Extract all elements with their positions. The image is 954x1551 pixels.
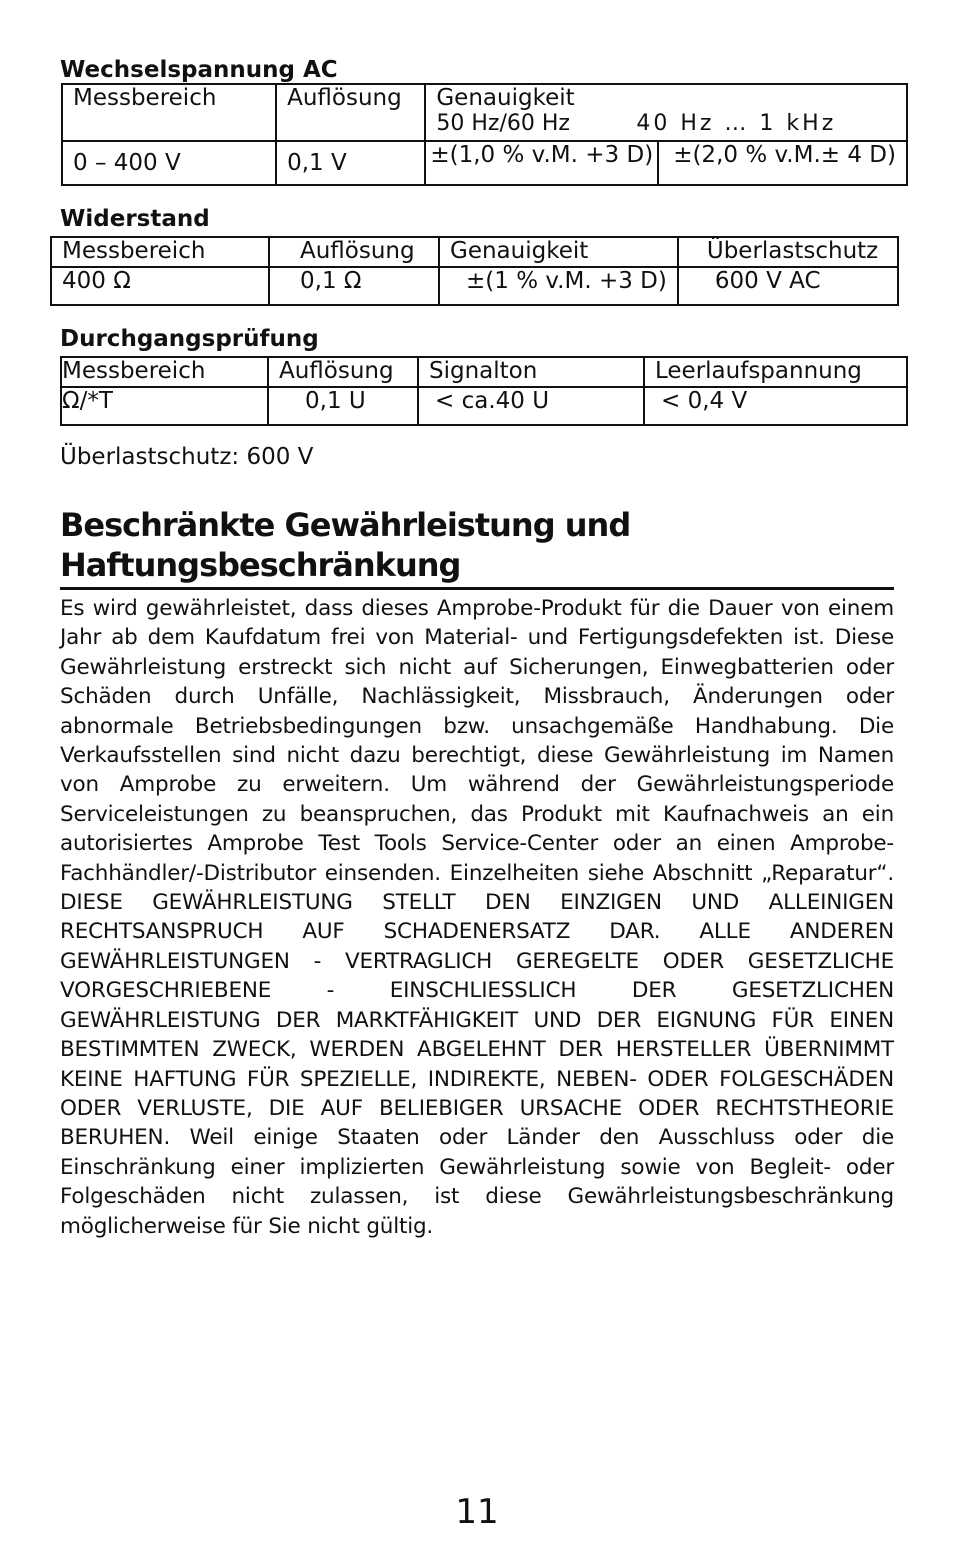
table-cell: 0,1 U bbox=[268, 387, 418, 425]
warranty-heading: Beschränkte Gewährleistung und Haftungsbeschränkung bbox=[60, 505, 894, 590]
table-cell: < ca.40 U bbox=[418, 387, 644, 425]
overload-note: Überlastschutz: 600 V bbox=[60, 444, 314, 470]
table-cell: 0,1 V bbox=[276, 141, 425, 185]
header-cell: Messbereich bbox=[61, 357, 268, 387]
header-cell: Auflösung bbox=[276, 84, 425, 141]
table-cell: 0,1 Ω bbox=[269, 267, 439, 305]
resistance-spec-table bbox=[50, 236, 899, 306]
header-cell-accuracy bbox=[425, 84, 907, 141]
table-cell: 0 – 400 V bbox=[62, 141, 276, 185]
table-row bbox=[51, 267, 898, 305]
subheader-40hz-1khz: 40 Hz … 1 kHz bbox=[636, 111, 837, 136]
header-cell: Überlastschutz bbox=[678, 237, 898, 267]
subheader-50-60hz: 50 Hz/60 Hz bbox=[436, 111, 570, 136]
ac-spec-table bbox=[61, 83, 908, 186]
table-cell: < 0,4 V bbox=[644, 387, 907, 425]
header-cell: Auflösung bbox=[268, 357, 418, 387]
continuity-section-title: Durchgangsprüfung bbox=[60, 326, 319, 352]
header-label: Genauigkeit bbox=[436, 85, 575, 111]
frequency-subheaders bbox=[436, 111, 896, 137]
header-cell: Genauigkeit bbox=[439, 237, 678, 267]
table-cell: 400 Ω bbox=[51, 267, 269, 305]
ac-section-title: Wechselspannung AC bbox=[60, 57, 338, 83]
table-cell: ±(2,0 % v.M.± 4 D) bbox=[658, 141, 907, 185]
header-cell: Messbereich bbox=[51, 237, 269, 267]
table-cell: ±(1 % v.M. +3 D) bbox=[439, 267, 678, 305]
header-cell: Auflösung bbox=[269, 237, 439, 267]
continuity-spec-table bbox=[60, 356, 908, 426]
table-cell: 600 V AC bbox=[678, 267, 898, 305]
table-header-row bbox=[51, 237, 898, 267]
table-cell: ±(1,0 % v.M. +3 D) bbox=[425, 141, 658, 185]
header-cell: Leerlaufspannung bbox=[644, 357, 907, 387]
resistance-section-title: Widerstand bbox=[60, 206, 210, 232]
table-cell: Ω/*T bbox=[61, 387, 268, 425]
header-cell: Signalton bbox=[418, 357, 644, 387]
table-header-row bbox=[61, 357, 907, 387]
table-row bbox=[62, 141, 907, 185]
table-row bbox=[61, 387, 907, 425]
page-number: 11 bbox=[455, 1492, 499, 1532]
header-cell: Messbereich bbox=[62, 84, 276, 141]
warranty-body: Es wird gewährleistet, dass dieses Amprobe-Produkt für die Dauer von einem Jahr ab dem Kaufdatum frei von Material- und Fertigungsdefekten ist. Diese Gewährleistung erstreckt sich nicht auf Sicherungen, Einwegbatterien oder Schäden durch Unfälle, Nachlässigkeit, Missbrauch, Änderungen oder abnormale Betriebsbedingungen bzw. unsachgemäße Handhabung. Die Verkaufsstellen sind nicht dazu berechtigt, diese Gewährleistung im Namen von Amprobe zu erweitern. Um während der Gewährleistungsperiode Serviceleistungen zu beanspruchen, das Produkt mit Kaufnachweis an ein autorisiertes Amprobe Test Tools Service-Center oder an einen Amprobe-Fachhändler/-Distributor einsenden. Einzelheiten siehe Abschnitt „Reparatur“. DIESE GEWÄHRLEISTUNG STELLT DEN EINZIGEN UND ALLEINIGEN RECHTSANSPRUCH AUF SCHADENERSATZ DAR. ALLE ANDEREN GEWÄHRLEISTUNGEN - VERTRAGLICH GEREGELTE ODER GESETZLICHE VORGESCHRIEBENE - EINSCHLIESSLICH DER GESETZLICHEN GEWÄHRLEISTUNG DER MARKTFÄHIGKEIT UND DER EIGNUNG FÜR EINEN BESTIMMTEN ZWECK, WERDEN ABGELEHNT DER HERSTELLER ÜBERNIMMT KEINE HAFTUNG FÜR SPEZIELLE, INDIREKTE, NEBEN- ODER FOLGESCHÄDEN ODER VERLUSTE, DIE AUF BELIEBIGER URSACHE ODER RECHTSTHEORIE BERUHEN. Weil einige Staaten oder Länder den Ausschluss oder die Einschränkung einer implizierten Gewährleistung sowie von Begleit- oder Folgeschäden nicht zulassen, ist diese Gewährleistungsbeschränkung möglicherweise für Sie nicht gültig. bbox=[60, 596, 894, 1239]
table-header-row bbox=[62, 84, 907, 141]
